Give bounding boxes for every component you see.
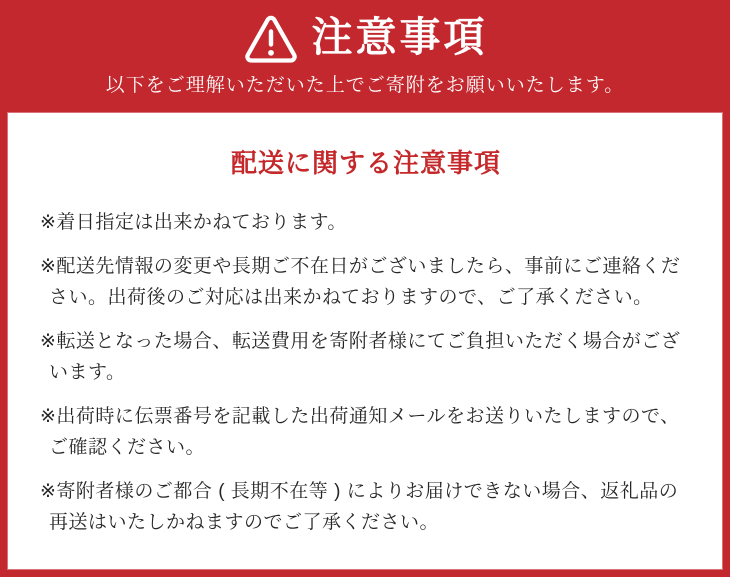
- note-item-forwarding-fee: ※転送となった場合、転送費用を寄附者様にてご負担いただく場合がございます。: [40, 330, 681, 383]
- header-subtitle: 以下をご理解いただいた上でご寄附をお願いいたします。: [105, 75, 625, 96]
- note-item-shipping-mail: ※出荷時に伝票番号を記載した出荷通知メールをお送りいたしますので、ご確認ください。: [40, 405, 680, 458]
- content-panel: [8, 113, 722, 569]
- note-item-arrival-date: ※着日指定は出来かねております。: [40, 211, 347, 233]
- page-title: 注意事項: [311, 14, 488, 61]
- warning-triangle-icon: [243, 13, 299, 63]
- note-item-address-change: ※配送先情報の変更や長期ご不在日がございましたら、事前にご連絡ください。出荷後のご対応は出来かねておりますので、ご了承ください。: [40, 255, 681, 308]
- title-row: [243, 13, 488, 63]
- note-item-no-resend: ※寄附者様のご都合 ( 長期不在等 ) によりお届けできない場合、返礼品の再送はいたしかねますのでご了承ください。: [40, 480, 679, 533]
- section-heading: 配送に関する注意事項: [230, 148, 501, 178]
- notice-header: [0, 0, 730, 113]
- notes-list: [40, 207, 692, 538]
